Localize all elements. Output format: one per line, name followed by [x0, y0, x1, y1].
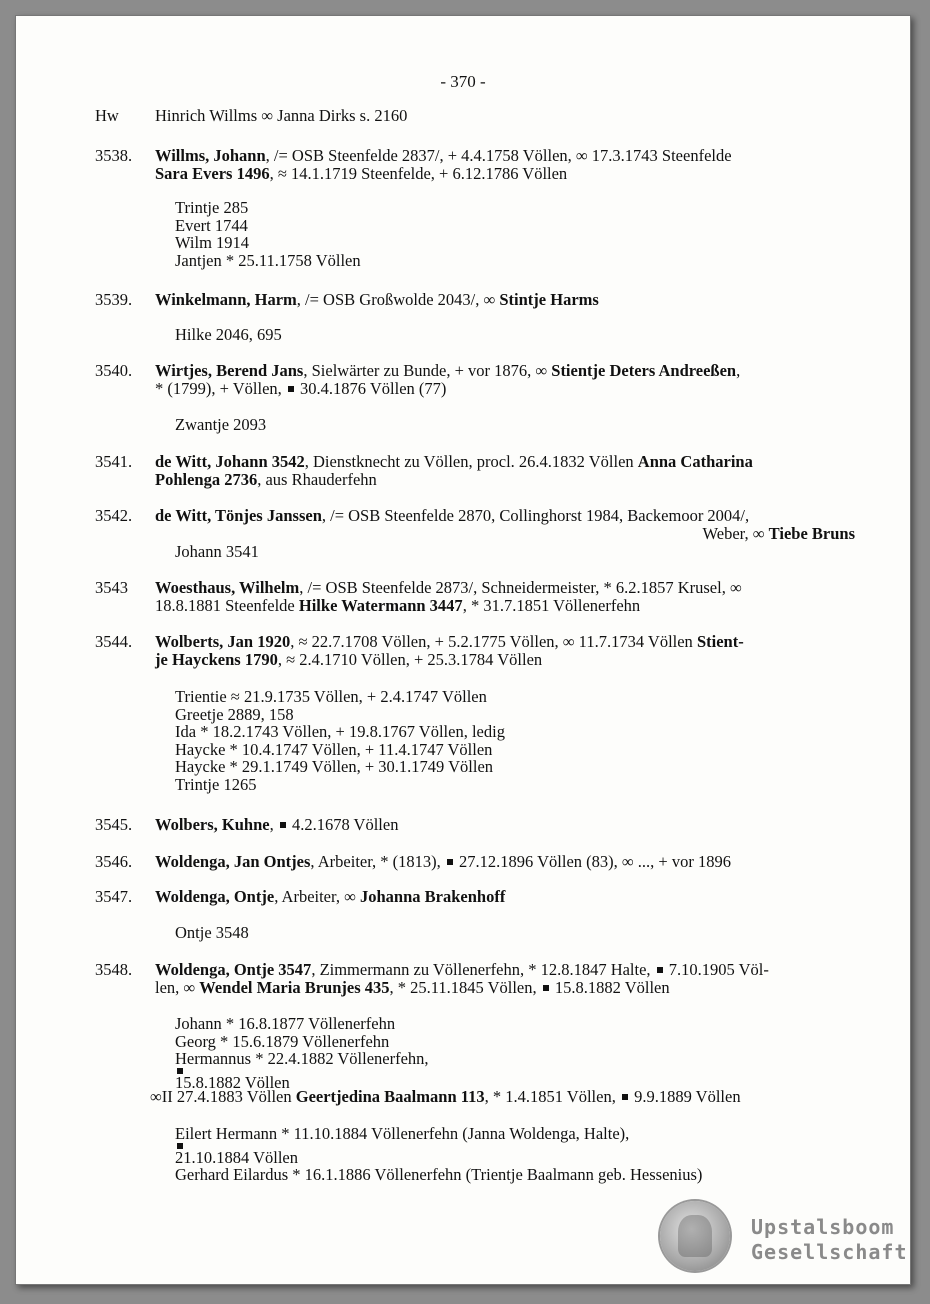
entry-number: 3543: [95, 578, 128, 597]
society-logo: [751, 1215, 908, 1265]
entry-text: Wolberts, Jan 1920, ≈ 22.7.1708 Völlen, + 5.2.1775 Völlen, ∞ 11.7.1734 Völlen Stient- je Hayckens 1790, ≈ 2.4.1710 Völlen, + 25.3.1784 Völlen: [155, 632, 744, 669]
entry-text: Winkelmann, Harm, /= OSB Großwolde 2043/, ∞ Stintje Harms: [155, 290, 599, 309]
entry-number: 3545.: [95, 815, 133, 834]
entry-text: Woldenga, Jan Ontjes, Arbeiter, * (1813), 27.12.1896 Völlen (83), ∞ ..., + vor 1896: [155, 852, 731, 871]
entry-text: Hinrich Willms ∞ Janna Dirks s. 2160: [155, 106, 408, 125]
child: Trintje 285: [175, 198, 249, 217]
entry-text: de Witt, Tönjes Janssen, /= OSB Steenfelde 2870, Collinghorst 1984, Backemoor 2004/, Weber, ∞ Tiebe Bruns: [155, 506, 855, 543]
child: Ida * 18.2.1743 Völlen, + 19.8.1767 Völlen, ledig: [175, 722, 505, 741]
second-marriage: ∞II 27.4.1883 Völlen Geertjedina Baalmann 113, * 1.4.1851 Völlen, 9.9.1889 Völlen: [150, 1087, 741, 1106]
society-line-1: Upstalsboom: [751, 1215, 895, 1239]
entry-text: Woldenga, Ontje, Arbeiter, ∞ Johanna Brakenhoff: [155, 887, 506, 906]
children-list: [175, 199, 361, 269]
entry-number: Hw: [95, 106, 119, 125]
child: Eilert Hermann * 11.10.1884 Völlenerfehn (Janna Woldenga, Halte), 21.10.1884 Völlen: [175, 1124, 630, 1167]
child: Wilm 1914: [175, 233, 250, 252]
child: Haycke * 29.1.1749 Völlen, + 30.1.1749 Völlen: [175, 757, 494, 776]
children-list: [175, 688, 505, 793]
child: Johann * 16.8.1877 Völlenerfehn: [175, 1014, 396, 1033]
society-line-2: Gesellschaft: [751, 1240, 908, 1264]
entry-number: 3542.: [95, 506, 133, 525]
child: Johann 3541: [175, 542, 259, 561]
entry-text: Wolbers, Kuhne, 4.2.1678 Völlen: [155, 815, 399, 834]
entry-number: 3539.: [95, 290, 133, 309]
child: Jantjen * 25.11.1758 Völlen: [175, 250, 361, 270]
child: Hilke 2046, 695: [175, 325, 282, 344]
children-list: [175, 416, 266, 434]
document-page: [15, 15, 911, 1285]
entry-number: 3546.: [95, 852, 133, 871]
entry-text: de Witt, Johann 3542, Dienstknecht zu Völlen, procl. 26.4.1832 Völlen Anna Catharina Pohlenga 2736, aus Rhauderfehn: [155, 452, 753, 489]
child: Greetje 2889, 158: [175, 704, 294, 724]
child: Trintje 1265: [175, 774, 257, 794]
entry-text: Woldenga, Ontje 3547, Zimmermann zu Völlenerfehn, * 12.8.1847 Halte, 7.10.1905 Völ- len, ∞ Wendel Maria Brunjes 435, * 25.11.1845 Völlen, 15.8.1882 Völlen: [155, 960, 769, 997]
entry-number: 3538.: [95, 146, 133, 165]
entry-number: 3544.: [95, 632, 133, 651]
entry-number: 3548.: [95, 960, 133, 979]
entry-text: Wirtjes, Berend Jans, Sielwärter zu Bunde, + vor 1876, ∞ Stientje Deters Andreeßen, * (1799), + Völlen, 30.4.1876 Völlen (77): [155, 361, 741, 398]
seal-icon: [660, 1201, 730, 1271]
child: Zwantje 2093: [175, 415, 267, 434]
child: Gerhard Eilardus * 16.1.1886 Völlenerfehn (Trientje Baalmann geb. Hessenius): [175, 1165, 703, 1184]
children-list: [175, 543, 259, 561]
entry-text: Woesthaus, Wilhelm, /= OSB Steenfelde 2873/, Schneidermeister, * 6.2.1857 Krusel, ∞ 18.8.1881 Steenfelde Hilke Watermann 3447, * 31.7.1851 Völlenerfehn: [155, 578, 742, 615]
child: Hermannus * 22.4.1882 Völlenerfehn, 15.8.1882 Völlen: [175, 1049, 429, 1092]
entry-text: Willms, Johann, /= OSB Steenfelde 2837/, + 4.4.1758 Völlen, ∞ 17.3.1743 Steenfelde Sara Evers 1496, ≈ 14.1.1719 Steenfelde, + 6.12.1786 Völlen: [155, 146, 732, 183]
entry-number: 3540.: [95, 361, 133, 380]
entry-number: 3541.: [95, 452, 133, 471]
child: Ontje 3548: [175, 923, 249, 942]
child: Trientie ≈ 21.9.1735 Völlen, + 2.4.1747 Völlen: [175, 687, 487, 706]
children-list: [175, 1125, 702, 1184]
child: Georg * 15.6.1879 Völlenerfehn: [175, 1031, 390, 1051]
entry-number: 3547.: [95, 887, 133, 906]
child: Evert 1744: [175, 215, 248, 235]
child: Haycke * 10.4.1747 Völlen, + 11.4.1747 Völlen: [175, 739, 493, 759]
children-list: [175, 1015, 429, 1091]
children-list: [175, 326, 282, 344]
page-number: - 370 -: [440, 72, 486, 91]
children-list: [175, 924, 249, 942]
